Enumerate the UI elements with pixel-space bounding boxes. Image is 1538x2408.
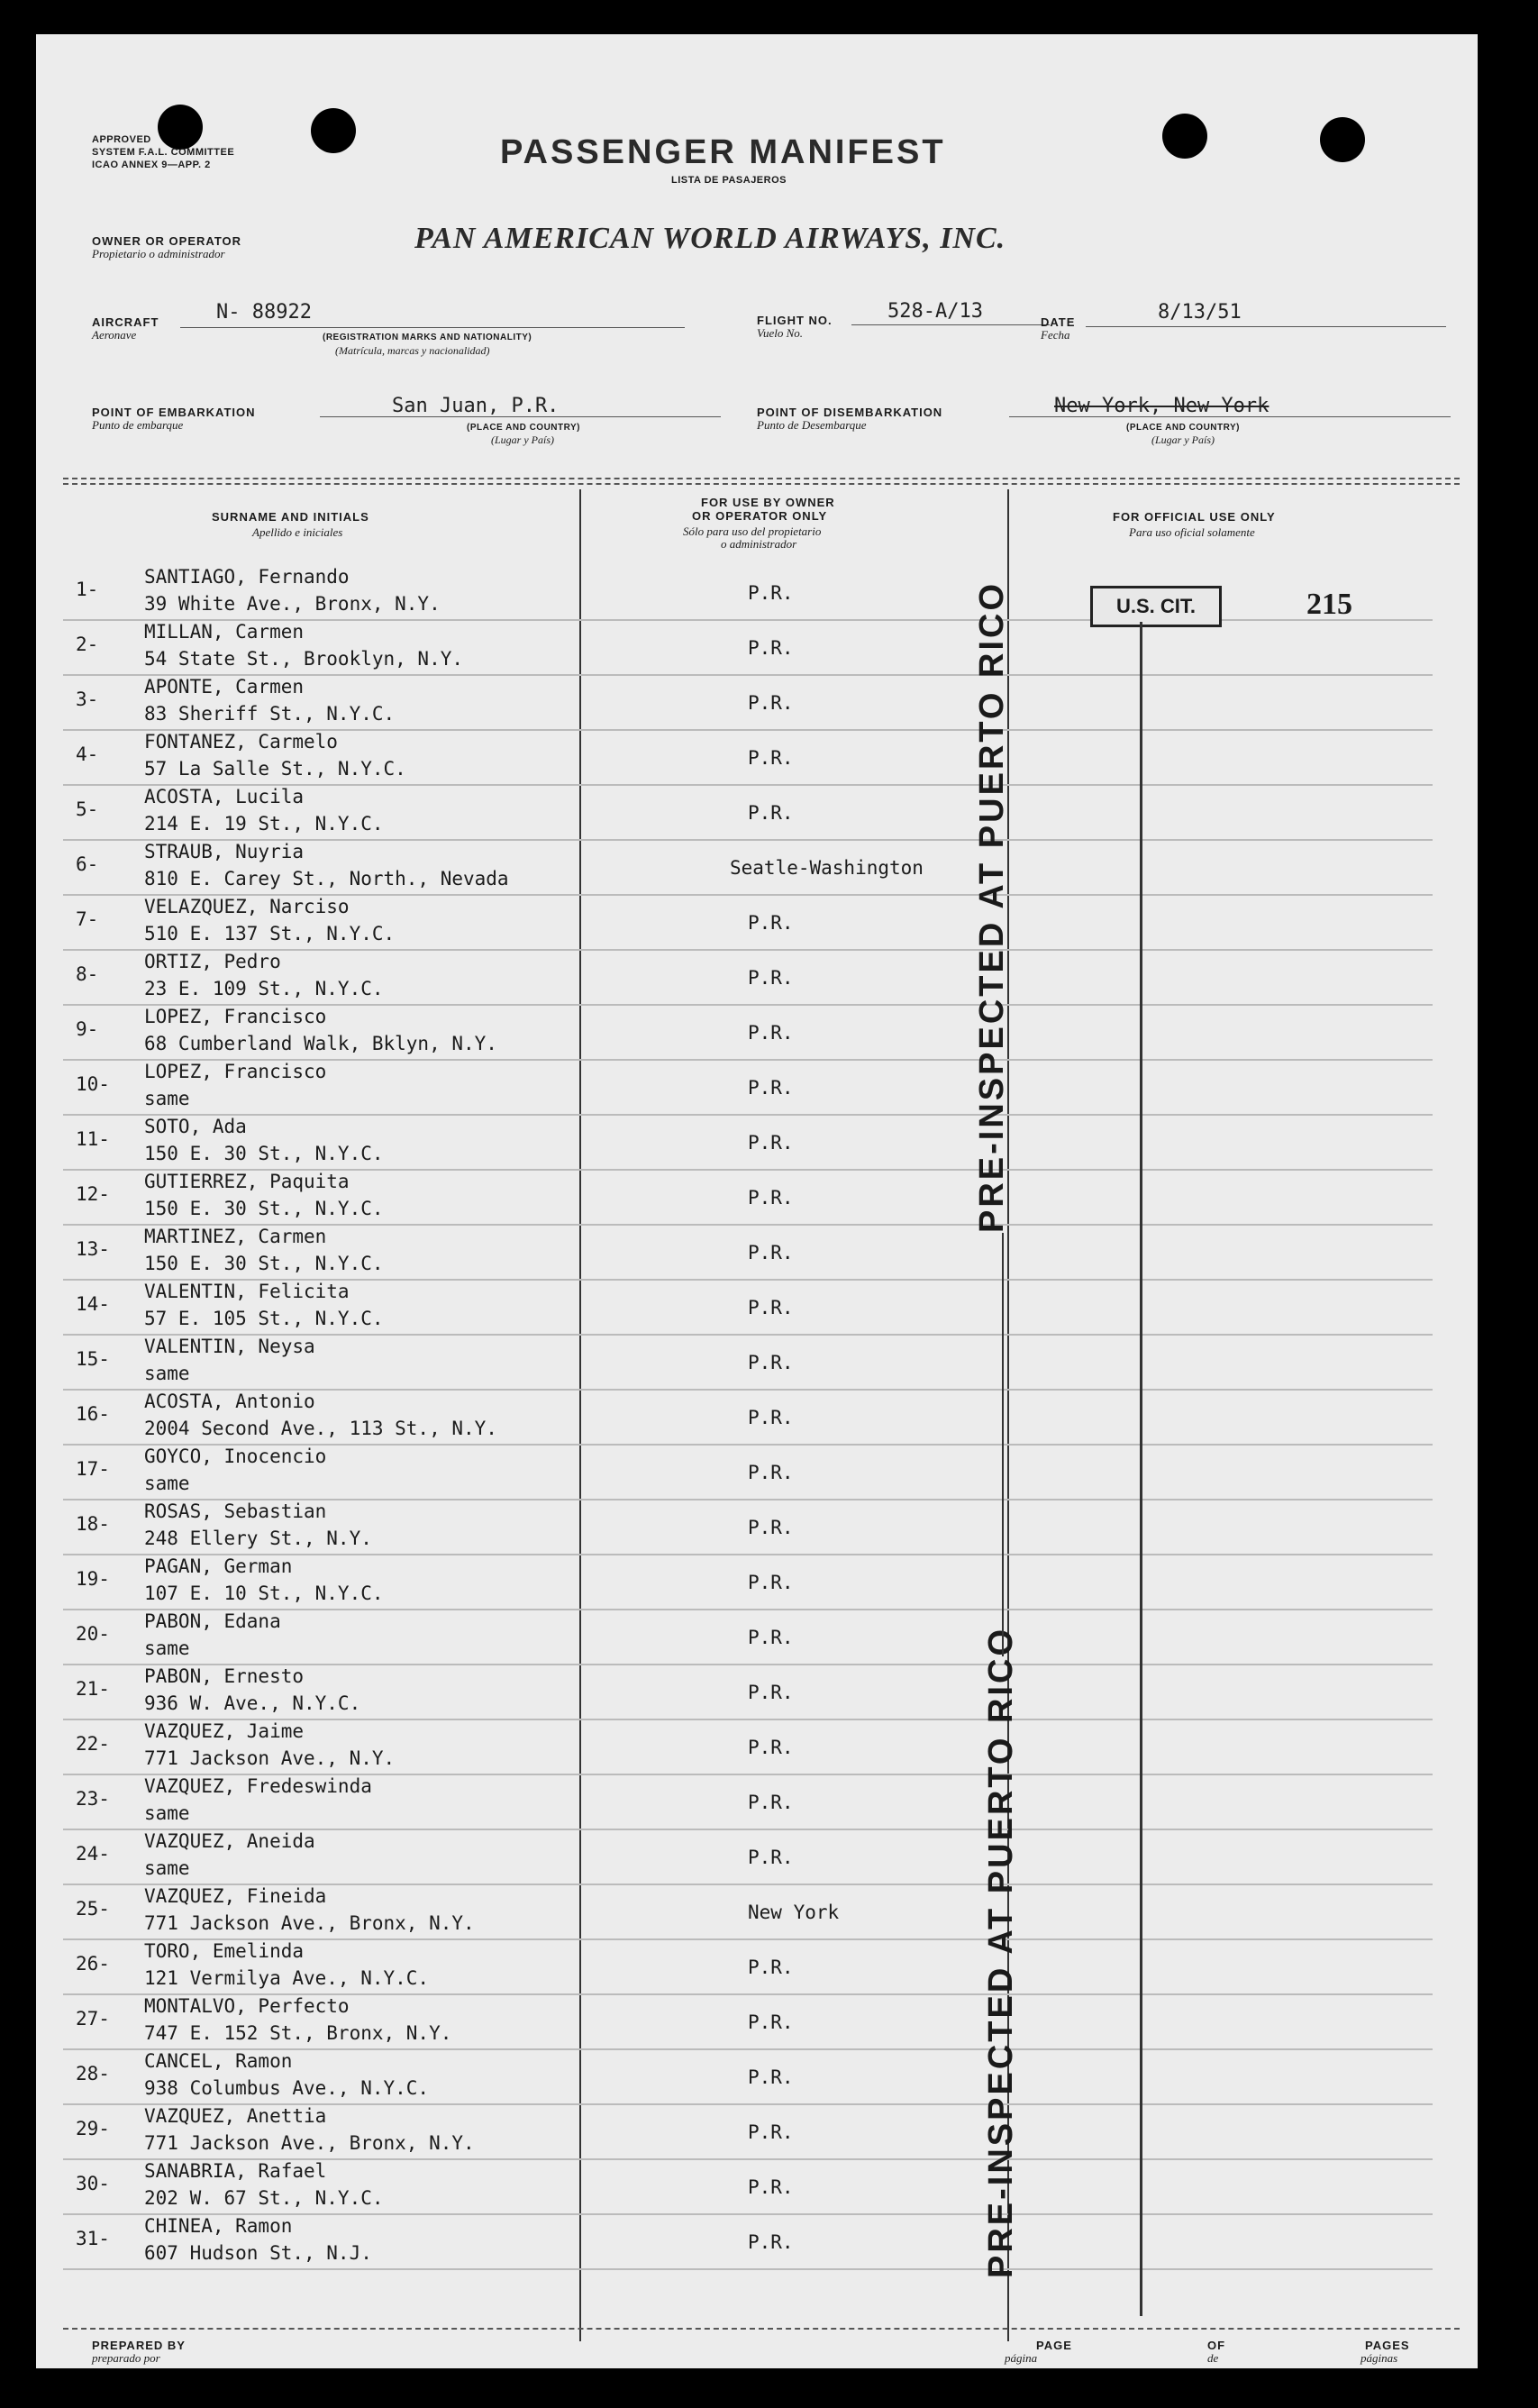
- passenger-row: [63, 841, 1451, 896]
- passenger-origin: P.R.: [748, 1407, 794, 1428]
- approval-line: ICAO ANNEX 9—APP. 2: [92, 160, 211, 170]
- date-label: DATE: [1041, 315, 1076, 329]
- passenger-address: 771 Jackson Ave., N.Y.: [144, 1747, 396, 1769]
- passenger-address: same: [144, 1088, 190, 1109]
- passenger-name: SOTO, Ada: [144, 1116, 247, 1137]
- passenger-name: ROSAS, Sebastian: [144, 1500, 327, 1522]
- passenger-address: 57 La Salle St., N.Y.C.: [144, 758, 406, 780]
- pages-label: PAGES: [1365, 2339, 1410, 2352]
- passenger-row: [63, 786, 1451, 841]
- passenger-name: ORTIZ, Pedro: [144, 951, 281, 972]
- passenger-row: [63, 1720, 1451, 1775]
- passenger-row: [63, 1336, 1451, 1391]
- passenger-origin: P.R.: [748, 2011, 794, 2033]
- passenger-address: 83 Sheriff St., N.Y.C.: [144, 703, 396, 725]
- row-number: 21-: [76, 1678, 110, 1700]
- passenger-address: 510 E. 137 St., N.Y.C.: [144, 923, 396, 944]
- page-title: PASSENGER MANIFEST: [500, 133, 946, 171]
- passenger-name: VAZQUEZ, Fredeswinda: [144, 1775, 372, 1797]
- row-number: 19-: [76, 1568, 110, 1590]
- place-note: (PLACE AND COUNTRY): [467, 423, 580, 433]
- punch-hole: [311, 108, 356, 153]
- passenger-row: [63, 1446, 1451, 1500]
- passenger-address: same: [144, 1473, 190, 1494]
- row-number: 27-: [76, 2008, 110, 2029]
- passenger-origin: P.R.: [748, 1682, 794, 1703]
- disembark-label-es: Punto de Desembarque: [757, 418, 867, 432]
- passenger-name: STRAUB, Nuyria: [144, 841, 305, 862]
- passenger-address: 121 Vermilya Ave., N.Y.C.: [144, 1967, 430, 1989]
- col-header-official-es: Para uso oficial solamente: [1129, 525, 1255, 539]
- row-number: 14-: [76, 1293, 110, 1315]
- passenger-origin: P.R.: [748, 1242, 794, 1263]
- passenger-address: same: [144, 1802, 190, 1824]
- embark-label-es: Punto de embarque: [92, 418, 184, 432]
- page-label-es: página: [1005, 2351, 1038, 2365]
- of-label: OF: [1207, 2339, 1226, 2352]
- passenger-address: 248 Ellery St., N.Y.: [144, 1528, 372, 1549]
- preinspected-stamp: PRE-INSPECTED AT PUERTO RICO: [973, 580, 1011, 1233]
- col-header-surname-es: Apellido e iniciales: [252, 525, 343, 539]
- passenger-row: [63, 1775, 1451, 1830]
- passenger-origin: P.R.: [748, 1792, 794, 1813]
- col-header-surname: SURNAME AND INITIALS: [212, 510, 369, 524]
- punch-hole: [1320, 117, 1365, 162]
- passenger-name: CANCEL, Ramon: [144, 2050, 293, 2072]
- passenger-origin: P.R.: [748, 1132, 794, 1154]
- passenger-name: PABON, Ernesto: [144, 1665, 305, 1687]
- passenger-origin: P.R.: [748, 692, 794, 714]
- row-number: 31-: [76, 2228, 110, 2249]
- passenger-address: 54 State St., Brooklyn, N.Y.: [144, 648, 464, 670]
- approval-line: SYSTEM F.A.L. COMMITTEE: [92, 147, 235, 158]
- row-number: 9-: [76, 1018, 99, 1040]
- prepared-by-label: PREPARED BY: [92, 2339, 186, 2352]
- passenger-address: 810 E. Carey St., North., Nevada: [144, 868, 509, 889]
- passenger-origin: P.R.: [748, 1627, 794, 1648]
- passenger-name: GUTIERREZ, Paquita: [144, 1171, 350, 1192]
- passenger-address: same: [144, 1857, 190, 1879]
- passenger-origin: P.R.: [748, 802, 794, 824]
- passenger-count: 215: [1306, 588, 1352, 621]
- place-note-es-2: (Lugar y País): [1151, 433, 1215, 446]
- passenger-name: SANTIAGO, Fernando: [144, 566, 350, 588]
- prepared-by-label-es: preparado por: [92, 2351, 160, 2365]
- row-number: 28-: [76, 2063, 110, 2084]
- date-value: 8/13/51: [1158, 301, 1242, 324]
- date-label-es: Fecha: [1041, 328, 1070, 342]
- passenger-address: same: [144, 1363, 190, 1384]
- passenger-name: PAGAN, German: [144, 1555, 293, 1577]
- passenger-address: 771 Jackson Ave., Bronx, N.Y.: [144, 2132, 475, 2154]
- passenger-row: [63, 566, 1451, 621]
- flight-value: 528-A/13: [887, 300, 983, 323]
- passenger-origin: P.R.: [748, 2121, 794, 2143]
- passenger-origin: P.R.: [748, 582, 794, 604]
- passenger-row: [63, 896, 1451, 951]
- place-note-es: (Lugar y País): [491, 433, 554, 446]
- passenger-name: ACOSTA, Lucila: [144, 786, 305, 807]
- passenger-origin: P.R.: [748, 2066, 794, 2088]
- passenger-origin: P.R.: [748, 1022, 794, 1044]
- row-number: 16-: [76, 1403, 110, 1425]
- row-number: 24-: [76, 1843, 110, 1865]
- passenger-row: [63, 621, 1451, 676]
- passenger-address: 936 W. Ave., N.Y.C.: [144, 1692, 361, 1714]
- row-number: 12-: [76, 1183, 110, 1205]
- punch-hole: [1162, 114, 1207, 159]
- passenger-address: 202 W. 67 St., N.Y.C.: [144, 2187, 384, 2209]
- passenger-name: GOYCO, Inocencio: [144, 1446, 327, 1467]
- passenger-name: ACOSTA, Antonio: [144, 1391, 315, 1412]
- col-header-owner-2: OR OPERATOR ONLY: [692, 509, 828, 523]
- passenger-row: [63, 1500, 1451, 1555]
- row-number: 8-: [76, 963, 99, 985]
- passenger-name: VELAZQUEZ, Narciso: [144, 896, 350, 917]
- pages-label-es: páginas: [1361, 2351, 1398, 2365]
- passenger-origin: P.R.: [748, 1077, 794, 1099]
- passenger-row: [63, 676, 1451, 731]
- passenger-origin: P.R.: [748, 1187, 794, 1209]
- passenger-address: 39 White Ave., Bronx, N.Y.: [144, 593, 441, 615]
- passenger-row: [63, 2050, 1451, 2105]
- passenger-origin: Seatle-Washington: [730, 857, 924, 879]
- passenger-name: MILLAN, Carmen: [144, 621, 305, 643]
- passenger-origin: P.R.: [748, 1737, 794, 1758]
- passenger-name: FONTANEZ, Carmelo: [144, 731, 338, 752]
- passenger-row: [63, 1116, 1451, 1171]
- passenger-name: SANABRIA, Rafael: [144, 2160, 327, 2182]
- passenger-name: VAZQUEZ, Aneida: [144, 1830, 315, 1852]
- passenger-row: [63, 1885, 1451, 1940]
- passenger-origin: P.R.: [748, 2176, 794, 2198]
- passenger-row: [63, 1610, 1451, 1665]
- passenger-origin: P.R.: [748, 1297, 794, 1318]
- passenger-row: [63, 1940, 1451, 1995]
- passenger-name: LOPEZ, Francisco: [144, 1061, 327, 1082]
- row-number: 17-: [76, 1458, 110, 1480]
- passenger-address: 23 E. 109 St., N.Y.C.: [144, 978, 384, 999]
- row-number: 5-: [76, 798, 99, 820]
- col-header-owner-es-2: o administrador: [721, 537, 797, 551]
- passenger-address: 150 E. 30 St., N.Y.C.: [144, 1143, 384, 1164]
- passenger-origin: P.R.: [748, 967, 794, 989]
- passenger-row: [63, 951, 1451, 1006]
- passenger-name: MARTINEZ, Carmen: [144, 1226, 327, 1247]
- aircraft-value: N- 88922: [216, 301, 312, 324]
- page-subtitle: LISTA DE PASAJEROS: [671, 175, 787, 186]
- passenger-name: PABON, Edana: [144, 1610, 281, 1632]
- passenger-name: CHINEA, Ramon: [144, 2215, 293, 2237]
- passenger-row: [63, 1171, 1451, 1226]
- preinspected-stamp: PRE-INSPECTED AT PUERTO RICO: [982, 1626, 1020, 2278]
- passenger-address: same: [144, 1637, 190, 1659]
- passenger-name: LOPEZ, Francisco: [144, 1006, 327, 1027]
- passenger-row: [63, 2215, 1451, 2270]
- disembark-label: POINT OF DISEMBARKATION: [757, 406, 943, 419]
- passenger-row: [63, 1006, 1451, 1061]
- passenger-origin: P.R.: [748, 637, 794, 659]
- passenger-origin: New York: [748, 1902, 840, 1923]
- passenger-address: 57 E. 105 St., N.Y.C.: [144, 1308, 384, 1329]
- passenger-row: [63, 1391, 1451, 1446]
- manifest-page: [36, 34, 1478, 2368]
- passenger-name: TORO, Emelinda: [144, 1940, 305, 1962]
- passenger-address: 2004 Second Ave., 113 St., N.Y.: [144, 1418, 497, 1439]
- passenger-origin: P.R.: [748, 1517, 794, 1538]
- row-number: 22-: [76, 1733, 110, 1755]
- passenger-name: VALENTIN, Neysa: [144, 1336, 315, 1357]
- row-number: 10-: [76, 1073, 110, 1095]
- passenger-row: [63, 1665, 1451, 1720]
- row-number: 6-: [76, 853, 99, 875]
- passenger-name: APONTE, Carmen: [144, 676, 305, 698]
- col-header-official: FOR OFFICIAL USE ONLY: [1113, 510, 1276, 524]
- passenger-address: 771 Jackson Ave., Bronx, N.Y.: [144, 1912, 475, 1934]
- row-number: 20-: [76, 1623, 110, 1645]
- owner-label: OWNER OR OPERATOR: [92, 234, 242, 248]
- aircraft-label: AIRCRAFT: [92, 315, 159, 329]
- row-number: 2-: [76, 634, 99, 655]
- row-number: 13-: [76, 1238, 110, 1260]
- embark-value: San Juan, P.R.: [392, 395, 560, 417]
- passenger-origin: P.R.: [748, 912, 794, 934]
- passenger-name: VAZQUEZ, Fineida: [144, 1885, 327, 1907]
- passenger-row: [63, 731, 1451, 786]
- page-label: PAGE: [1036, 2339, 1072, 2352]
- registration-note: (REGISTRATION MARKS AND NATIONALITY): [323, 333, 532, 342]
- passenger-address: 107 E. 10 St., N.Y.C.: [144, 1583, 384, 1604]
- row-number: 11-: [76, 1128, 110, 1150]
- airline-name: PAN AMERICAN WORLD AIRWAYS, INC.: [414, 222, 1006, 255]
- embark-label: POINT OF EMBARKATION: [92, 406, 256, 419]
- row-number: 1-: [76, 579, 99, 600]
- of-label-es: de: [1207, 2351, 1219, 2365]
- row-number: 23-: [76, 1788, 110, 1810]
- row-number: 18-: [76, 1513, 110, 1535]
- passenger-address: 214 E. 19 St., N.Y.C.: [144, 813, 384, 835]
- flight-label-es: Vuelo No.: [757, 326, 804, 340]
- passenger-row: [63, 2105, 1451, 2160]
- passenger-address: 150 E. 30 St., N.Y.C.: [144, 1253, 384, 1274]
- row-number: 30-: [76, 2173, 110, 2194]
- us-citizen-stamp: U.S. CIT.: [1090, 586, 1222, 627]
- passenger-row: [63, 1281, 1451, 1336]
- passenger-name: VALENTIN, Felicita: [144, 1281, 350, 1302]
- passenger-row: [63, 1995, 1451, 2050]
- passenger-origin: P.R.: [748, 747, 794, 769]
- passenger-name: MONTALVO, Perfecto: [144, 1995, 350, 2017]
- passenger-row: [63, 1061, 1451, 1116]
- passenger-row: [63, 2160, 1451, 2215]
- passenger-origin: P.R.: [748, 1462, 794, 1483]
- aircraft-label-es: Aeronave: [92, 328, 137, 342]
- row-number: 4-: [76, 743, 99, 765]
- passenger-address: 150 E. 30 St., N.Y.C.: [144, 1198, 384, 1219]
- row-number: 15-: [76, 1348, 110, 1370]
- owner-label-es: Propietario o administrador: [92, 247, 225, 260]
- passenger-name: VAZQUEZ, Anettia: [144, 2105, 327, 2127]
- passenger-origin: P.R.: [748, 1957, 794, 1978]
- row-number: 3-: [76, 689, 99, 710]
- row-number: 25-: [76, 1898, 110, 1920]
- row-number: 29-: [76, 2118, 110, 2139]
- col-header-owner-1: FOR USE BY OWNER: [701, 496, 835, 509]
- place-note-2: (PLACE AND COUNTRY): [1126, 423, 1240, 433]
- registration-note-es: (Matrícula, marcas y nacionalidad): [335, 344, 490, 357]
- passenger-address: 607 Hudson St., N.J.: [144, 2242, 372, 2264]
- row-number: 7-: [76, 908, 99, 930]
- flight-label: FLIGHT NO.: [757, 314, 833, 327]
- passenger-origin: P.R.: [748, 1572, 794, 1593]
- passenger-row: [63, 1830, 1451, 1885]
- passenger-address: 68 Cumberland Walk, Bklyn, N.Y.: [144, 1033, 497, 1054]
- passenger-origin: P.R.: [748, 2231, 794, 2253]
- row-number: 26-: [76, 1953, 110, 1975]
- passenger-origin: P.R.: [748, 1352, 794, 1373]
- approval-line: APPROVED: [92, 134, 151, 145]
- passenger-address: 747 E. 152 St., Bronx, N.Y.: [144, 2022, 452, 2044]
- punch-hole: [158, 105, 203, 150]
- col-header-owner-es-1: Sólo para uso del propietario: [683, 524, 822, 538]
- passenger-row: [63, 1555, 1451, 1610]
- passenger-origin: P.R.: [748, 1847, 794, 1868]
- passenger-name: VAZQUEZ, Jaime: [144, 1720, 305, 1742]
- passenger-address: 938 Columbus Ave., N.Y.C.: [144, 2077, 430, 2099]
- passenger-row: [63, 1226, 1451, 1281]
- disembark-value: New York, New York: [1054, 395, 1270, 417]
